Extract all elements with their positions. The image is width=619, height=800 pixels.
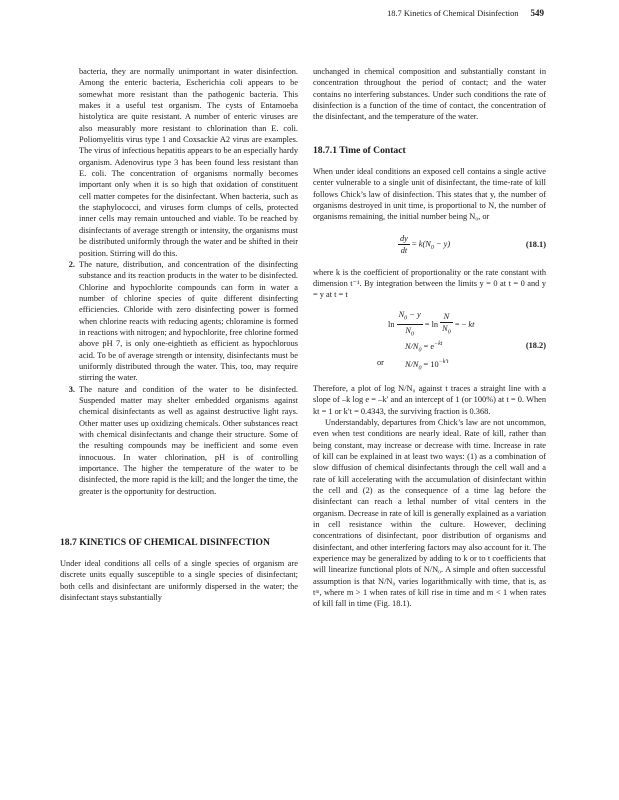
header-section: 18.7 Kinetics of Chemical Disinfection [387, 9, 519, 18]
subsection-heading: 18.7.1 Time of Contact [313, 144, 406, 156]
paragraph: Under ideal conditions all cells of a single species of organism are discrete units equally susceptible to a single species of disinfectant; both cells and disinfectant are uniformly dispersed in the water; the disinfectant stays substantially [60, 559, 298, 603]
running-header [0, 8, 544, 18]
paragraph: where k is the coefficient of proportionality or the rate constant with dimension t⁻¹. By integration between the limits y = 0 at t = 0 and y = y at t = t [313, 267, 546, 300]
paragraph: unchanged in chemical composition and substantially constant in concentration throughout the period of contact; and the water contains no interfering substances. Under such conditions the rate of disinfection is a function of the time of contact, the concentration of the disinfectant, and the temperature of the water. [313, 67, 546, 122]
list-item [60, 259, 298, 384]
equation-number: (18.1) [525, 239, 546, 249]
list-number: 2. [68, 259, 75, 269]
list-item [60, 384, 298, 497]
list-number: 3. [68, 384, 75, 394]
paragraph: Therefore, a plot of log N/N₀ against t traces a straight line with a slope of –k log e = –k′ and an intercept of 1 (or 100%) at t = 0. When kt = 1 or k′t = 0.4343, the surviving fraction is 0.368. [313, 383, 546, 416]
equation-18-1: $\frac{dy}{dt}$ = $k(N_0 - y)$ (18.1) [400, 233, 546, 255]
equation-number: (18.2) [525, 340, 546, 350]
equation-18-2: ln $\frac{N_0 - y}{N_0}$ = ln $\frac{N}{N_0}$ = − kt $N/N_0 = e^{-kt}$ (18.2) or $N/N_0 = 10^{-k't}$ [377, 309, 546, 372]
paragraph: When under ideal conditions an exposed cell contains a single active center vulnerable to a single unit of disinfectant, the time-rate of kill follows Chick’s law of disinfection. This states that y, the number of organisms destroyed in unit time, is proportional to N, the number of organisms remaining, the initial number being N₀, or [313, 167, 546, 222]
equation-or: or [377, 357, 384, 367]
right-column [313, 66, 546, 610]
paragraph: Understandably, departures from Chick’s law are not uncommon, even when test conditions are nearly ideal. Rate of kill, rather than being constant, may increase or decrease with time. Increase in rate of kill can be explained in at least two ways: (1) as a combination of slow diffusion of chemical disinfectants through the cell wall and a rate of kill accelerating with the accumulation of disinfectant within the cell and (2) as the consequence of a time lag before the disinfectant can reach a lethal number of vital centers in the organism. Decrease in rate of kill is generally explained as a variation in cell resistance within the culture. However, declining concentrations of disinfectant, poor distribution of organisms and disinfectant, and other interfering factors may also account for it. The experience may be generalized by adding to k or to t coefficients that will linearize functional plots of N/N₀. A simple and often successful assumption is that N/N₀ varies logarithmically with time, that is, as tᵐ, where m > 1 when rates of kill rise in time and m < 1 when rates of kill fall in time (Fig. 18.1). [313, 417, 546, 609]
page-number: 549 [530, 8, 544, 18]
section-heading: 18.7 KINETICS OF CHEMICAL DISINFECTION [60, 537, 270, 549]
left-column [60, 66, 298, 603]
paragraph: bacteria, they are normally unimportant in water disinfection. Among the enteric bacteria, Escherichia coli appears to be somewhat more resistant than the pathogenic bacteria. This makes it a useful test organism. The cysts of Entamoeba histolytica are quite resistant. A number of enteric viruses are also measurably more resistant to chlorination than E. coli. Poliomyelitis virus type 1 and Coxsackie A2 virus are examples. The virus of infectious hepatitis appears to be an especially hardy organism. Adenovirus type 3 has been found less resistant than E. coli. The concentration of organisms normally becomes important only when it is so high that oxidation of constituent cell matter competes for the disinfectant. When bacteria, such as the staphylococci, and viruses form clumps of cells, protected inner cells may remain untouched and viable. To be reached by disinfectants of average strength or intensity, the organisms must be distributed uniformly through the water and be shifted in their position. Stirring will do this. [79, 67, 298, 258]
list-text: The nature and condition of the water to be disinfected. Suspended matter may shelter embedded organisms against chemical disinfectants as well as against destructive light rays. Other matter uses up oxidizing chemicals. Other substances react with chemical disinfectants and change their structure. Some of the resulting compounds may be inefficient and some even innocuous. In water chlorination, pH is of controlling importance. The higher the temperature of the water to be disinfected, the more rapid is the kill; and the longer the time, the greater is the opportunity for destruction. [79, 384, 298, 496]
list-text: The nature, distribution, and concentration of the disinfecting substance and its reaction products in the water to be disinfected. Chlorine and hypochlorite compounds can form in water a number of chlorine species of quite different disinfecting efficiencies. Chloride with zero disinfecting power is formed when chlorine reacts with reducing agents; chloramine is formed in reactions with nitrogen; and hypochlorite, free chlorine formed above pH 7, is only one-eightieth as efficient as hypochlorous acid. To be of average strength or intensity, disinfectants must be uniformly distributed through the water. This, too, may require stirring the water. [79, 259, 298, 383]
